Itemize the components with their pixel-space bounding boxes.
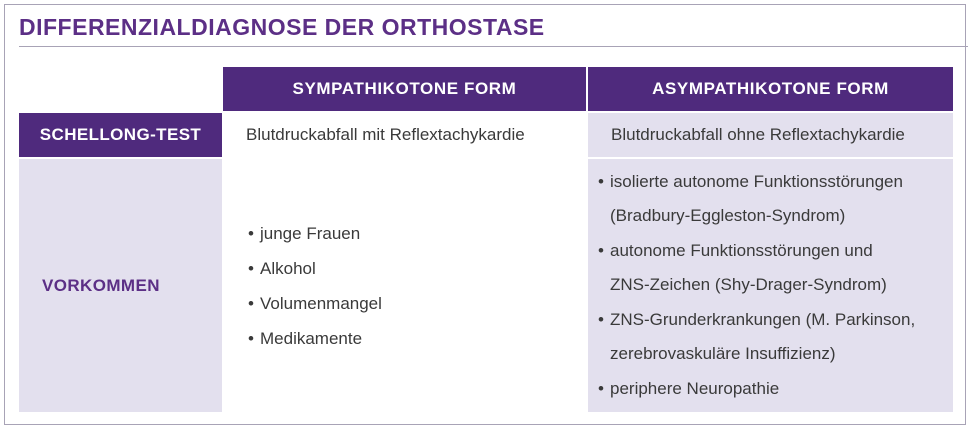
list-item: • isolierte autonome Funktionsstörungen (Bradbury-Eggleston-Syndrom) [598,165,915,234]
bullet: • [248,258,254,278]
schellong-asympathikoton-cell [588,113,953,157]
vorkommen-sympathikoton-cell [223,159,586,412]
bullet: • [598,240,604,260]
row-label-vorkommen: VORKOMMEN [19,159,222,412]
bullet: • [248,223,254,243]
list-item: • ZNS-Grunderkrankungen (M. Parkinson, zerebrovaskuläre Insuffizienz) [598,303,915,372]
bullet: • [248,328,254,348]
asympathikoton-list [598,165,915,407]
list-item: • Volumenmangel [248,286,382,321]
vorkommen-asympathikoton-cell [588,159,953,412]
list-item: • autonome Funktionsstörungen und ZNS-Zeichen (Shy-Drager-Syndrom) [598,234,915,303]
list-item: • junge Frauen [248,216,382,251]
list-item: • Alkohol [248,251,382,286]
bullet: • [598,309,604,329]
list-item: • Medikamente [248,321,382,356]
list-item: • periphere Neuropathie [598,372,915,407]
schellong-sympathikoton-cell [223,113,586,157]
row-label-schellong-test: SCHELLONG-TEST [19,113,222,157]
schellong-sympathikoton-text: Blutdruckabfall mit Reflextachykardie [246,125,525,144]
sympathikoton-list [248,216,382,356]
schellong-asympathikoton-text: Blutdruckabfall ohne Reflextachykardie [611,125,905,144]
column-header-asympathikotone: ASYMPATHIKOTONE FORM [588,67,953,111]
bullet: • [598,378,604,398]
bullet: • [248,293,254,313]
column-header-sympathikotone: SYMPATHIKOTONE FORM [223,67,586,111]
bullet: • [598,171,604,191]
page-title: DIFFERENZIALDIAGNOSE DER ORTHOSTASE [19,14,545,40]
title-bar [19,12,968,47]
